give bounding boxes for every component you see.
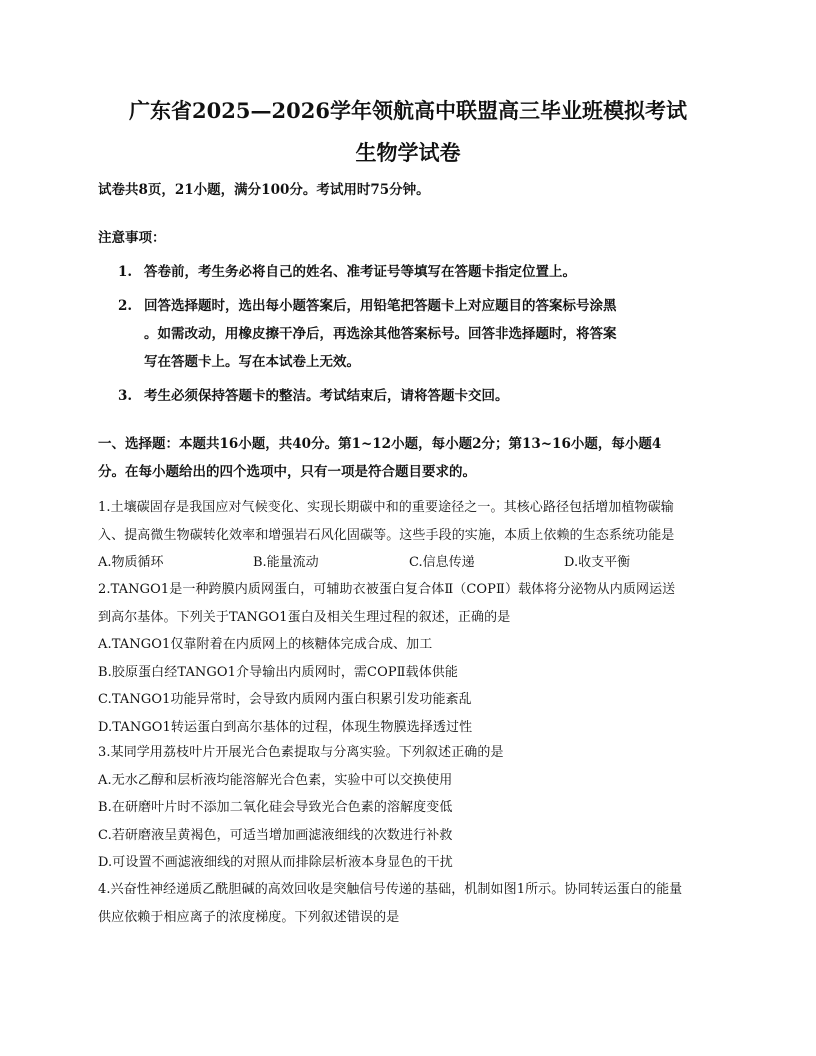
option-a: A.无水乙醇和层析液均能溶解光合色素，实验中可以交换使用	[98, 772, 453, 788]
notice-heading: 注意事项：	[98, 230, 166, 246]
question-1-stem-line: 1.土壤碳固存是我国应对气候变化、实现长期碳中和的重要途径之一。其核心路径包括增加植物碳输	[98, 500, 674, 515]
option-b: B.在研磨叶片时不添加二氧化硅会导致光合色素的溶解度变低	[98, 800, 453, 815]
question-3-stem-line: 3.某同学用荔枝叶片开展光合色素提取与分离实验。下列叙述正确的是	[98, 745, 504, 760]
question-1-stem-line: 入、提高微生物碳转化效率和增强岩石风化固碳等。这些手段的实施，本质上依赖的生态系统功能是	[98, 527, 675, 543]
notice-item-1	[118, 258, 718, 286]
notice-item-2	[118, 292, 718, 376]
notice-item-text: 回答选择题时，选出每小题答案后，用铅笔把答题卡上对应题目的答案标号涂黑	[144, 298, 617, 314]
exam-title: 广东省2025—2026学年领航高中联盟高三毕业班模拟考试	[129, 98, 687, 123]
section-heading	[98, 430, 718, 486]
section-heading-line: 分。在每小题给出的四个选项中，只有一项是符合题目要求的。	[98, 464, 476, 480]
notice-item-3	[118, 382, 718, 410]
question-3	[98, 739, 720, 877]
notice-item-text-cont: 写在答题卡上。写在本试卷上无效。	[144, 354, 360, 370]
option-b: B.能量流动	[253, 555, 319, 570]
option-b: B.胶原蛋白经TANGO1介导输出内质网时，需COPⅡ载体供能	[98, 664, 459, 680]
question-4-stem-line: 供应依赖于相应离子的浓度梯度。下列叙述错误的是	[98, 909, 400, 925]
notice-item-text: 考生必须保持答题卡的整洁。考试结束后，请将答题卡交回。	[144, 388, 509, 404]
question-4	[98, 876, 720, 931]
exam-info: 试卷共8页，21小题，满分100分。考试用时75分钟。	[98, 182, 430, 198]
option-d: D.可设置不画滤液细线的对照从而排除层析液本身显色的干扰	[98, 855, 453, 870]
option-d: D.TANGO1转运蛋白到高尔基体的过程，体现生物膜选择透过性	[98, 719, 473, 735]
option-c: C.信息传递	[409, 555, 475, 570]
notice-item-number: 2.	[118, 298, 133, 314]
section-heading-line: 一、选择题：本题共16小题，共40分。第1~12小题，每小题2分；第13~16小题，每小题4	[98, 436, 662, 452]
question-1	[98, 494, 720, 549]
option-d: D.收支平衡	[564, 555, 631, 570]
question-2-stem-line: 到高尔基体。下列关于TANGO1蛋白及相关生理过程的叙述，正确的是	[98, 609, 511, 625]
notice-item-text: 答卷前，考生务必将自己的姓名、准考证号等填写在答题卡指定位置上。	[144, 264, 576, 280]
question-2-stem-line: 2.TANGO1是一种跨膜内质网蛋白，可辅助衣被蛋白复合体Ⅱ（COPⅡ）载体将分泌物从内质网运送	[98, 582, 676, 597]
question-1-options	[98, 550, 718, 576]
option-a: A.TANGO1仅靠附着在内质网上的核糖体完成合成、加工	[98, 637, 433, 652]
question-2	[98, 576, 720, 741]
notice-item-text-cont: 。如需改动，用橡皮擦干净后，再选涂其他答案标号。回答非选择题时，将答案	[144, 326, 617, 342]
notice-item-number: 3.	[118, 388, 133, 404]
option-c: C.若研磨液呈黄褐色，可适当增加画滤液细线的次数进行补救	[98, 827, 453, 843]
exam-subject-title: 生物学试卷	[355, 140, 461, 165]
option-a: A.物质循环	[98, 555, 164, 570]
question-4-stem-line: 4.兴奋性神经递质乙酰胆碱的高效回收是突触信号传递的基础，机制如图1所示。协同转运蛋白的能量	[98, 882, 683, 897]
notice-item-number: 1.	[118, 264, 133, 280]
option-c: C.TANGO1功能异常时，会导致内质网内蛋白积累引发功能紊乱	[98, 692, 472, 707]
